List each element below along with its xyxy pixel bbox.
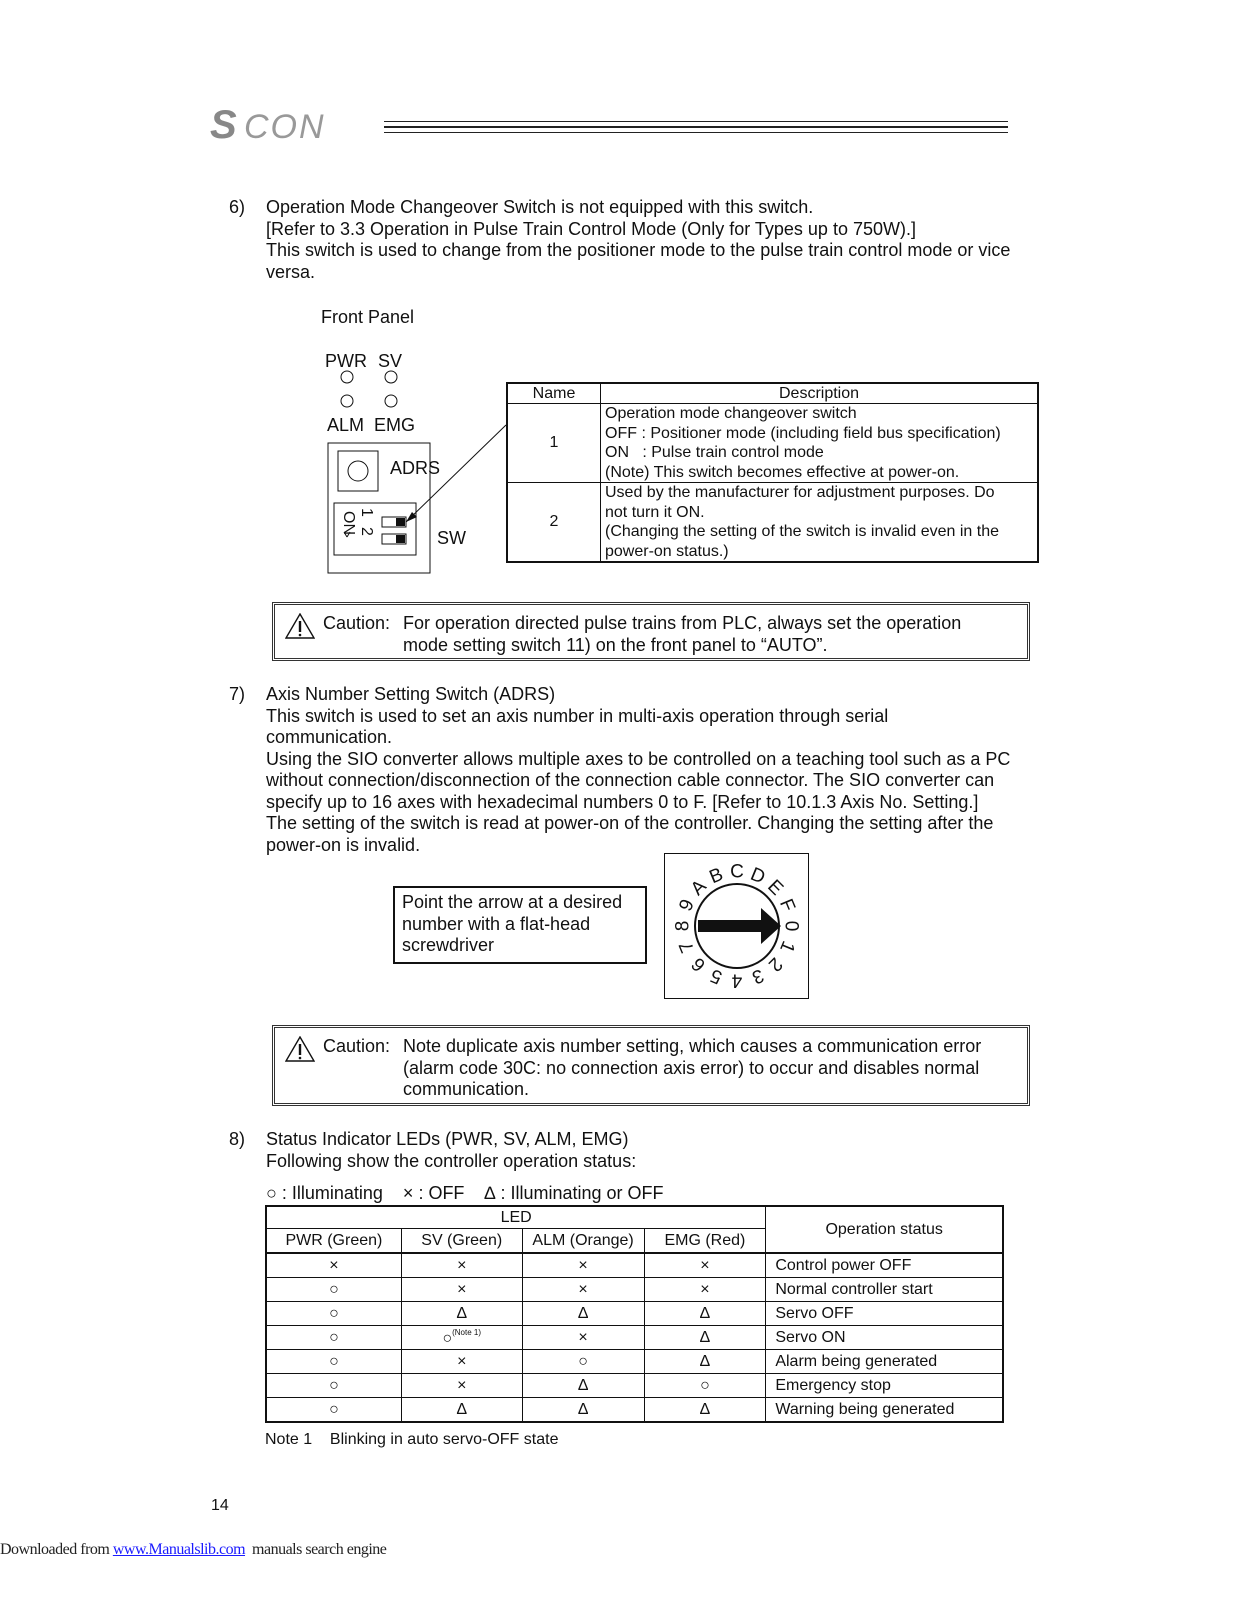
header-rule-bottom <box>384 132 1008 133</box>
cell-status: Servo ON <box>766 1326 1003 1350</box>
adrs-knob <box>348 461 368 481</box>
dial-digit: 4 <box>731 969 743 991</box>
dial-digit: B <box>706 863 727 889</box>
desc-line: power-on status.) <box>605 542 729 560</box>
col-header-alm: ALM (Orange) <box>522 1229 644 1254</box>
desc-line: Operation mode changeover switch <box>605 405 857 422</box>
caution-label: Caution: <box>323 1036 391 1056</box>
cell-alm: × <box>522 1326 644 1350</box>
instruction-callout <box>393 886 647 964</box>
table-row <box>266 1278 1003 1302</box>
callout-line: number with a flat-head <box>402 913 591 934</box>
text-line: Using the SIO converter allows multiple axes to be controlled on a teaching tool such as a PC <box>266 748 1011 769</box>
header-rule-top <box>384 121 1008 122</box>
cell-alm: ○ <box>522 1350 644 1374</box>
row-name: 2 <box>507 483 601 563</box>
table-row <box>266 1302 1003 1326</box>
cell-pwr: ○ <box>266 1398 401 1423</box>
header-description: Description <box>601 383 1039 404</box>
cell-sv-symbol: ○ <box>442 1329 453 1347</box>
cell-sv: × <box>401 1374 522 1398</box>
cell-alm: × <box>522 1278 644 1302</box>
table-header-row <box>266 1206 1003 1229</box>
cell-status: Control power OFF <box>766 1253 1003 1278</box>
cell-status: Emergency stop <box>766 1374 1003 1398</box>
sw-pos-1: 1 <box>358 508 375 517</box>
dial-digit: D <box>747 863 769 889</box>
desc-line: Used by the manufacturer for adjustment purposes. Do <box>605 484 995 501</box>
col-header-emg: EMG (Red) <box>644 1229 766 1254</box>
caution-label: Caution: <box>323 613 391 633</box>
warning-icon <box>285 1036 315 1062</box>
cell-sv <box>401 1326 522 1350</box>
header-rule-mid <box>384 126 1008 128</box>
footer-suffix: manuals search engine <box>245 1541 387 1558</box>
front-panel-title: Front Panel <box>321 307 415 327</box>
table-row <box>266 1350 1003 1374</box>
dial-digit: 1 <box>775 937 799 956</box>
page-number: 14 <box>211 1497 229 1514</box>
cell-pwr: ○ <box>266 1302 401 1326</box>
table-row <box>266 1374 1003 1398</box>
cell-alm: ∆ <box>522 1302 644 1326</box>
cell-status: Normal controller start <box>766 1278 1003 1302</box>
callout-line: screwdriver <box>402 935 495 955</box>
switch-description-table <box>506 382 1039 563</box>
text-line: Operation Mode Changeover Switch is not equipped with this switch. <box>266 197 814 217</box>
text-line: Axis Number Setting Switch (ADRS) <box>266 684 556 704</box>
emg-led <box>385 395 397 407</box>
dial-digit: A <box>686 875 711 900</box>
caution-line: For operation directed pulse trains from PLC, always set the operation <box>403 613 962 633</box>
callout-line: Point the arrow at a desired <box>402 892 623 912</box>
dial-digit: 9 <box>675 896 699 915</box>
table-row <box>266 1326 1003 1350</box>
alm-label: ALM <box>327 415 365 435</box>
cell-sv: ∆ <box>401 1302 522 1326</box>
pwr-label: PWR <box>325 351 367 371</box>
cell-emg: ○ <box>644 1374 766 1398</box>
cell-sv: × <box>401 1253 522 1278</box>
text-line: This switch is used to set an axis number in multi-axis operation through serial <box>266 705 889 726</box>
cell-alm: ∆ <box>522 1374 644 1398</box>
callout-text <box>395 888 645 957</box>
cell-pwr: ○ <box>266 1326 401 1350</box>
dial-digit: E <box>763 875 788 900</box>
cell-status: Servo OFF <box>766 1302 1003 1326</box>
table-row <box>507 404 1038 483</box>
text-line: [Refer to 3.3 Operation in Pulse Train Control Mode (Only for Types up to 750W).] <box>266 218 916 239</box>
table-header-row <box>507 383 1038 404</box>
dial-digit: 3 <box>748 964 767 988</box>
caution-box <box>272 602 1030 661</box>
row-description <box>601 483 1039 563</box>
sw-on-label: ON <box>340 511 357 535</box>
section6-text <box>266 197 1056 283</box>
alm-led <box>341 395 353 407</box>
dial-digit: 6 <box>687 953 710 976</box>
operation-status-header: Operation status <box>766 1206 1003 1253</box>
led-status-table <box>265 1205 1004 1423</box>
footer-link[interactable]: www.Manualslib.com <box>112 1541 246 1558</box>
desc-line: OFF : Positioner mode (including field bus specification) <box>605 424 1001 442</box>
cell-sv: × <box>401 1278 522 1302</box>
dial-digit: C <box>730 861 744 883</box>
adrs-label: ADRS <box>390 458 441 478</box>
pwr-led <box>341 371 353 383</box>
axis-rotary-switch <box>664 853 809 999</box>
cell-emg: × <box>644 1278 766 1302</box>
led-legend: ○ : Illuminating × : OFF ∆ : Illuminating or OFF <box>266 1183 664 1203</box>
dial-digit: F <box>774 895 799 915</box>
dial-digit: 0 <box>780 920 802 932</box>
caution-line: communication. <box>403 1079 530 1099</box>
sw-label: SW <box>437 528 466 548</box>
caution-line: (alarm code 30C: no connection axis error) to occur and disables normal <box>403 1057 980 1078</box>
cell-pwr: × <box>266 1253 401 1278</box>
cell-note-ref: (Note 1) <box>452 1327 482 1337</box>
footer-prefix: Downloaded from <box>0 1541 113 1558</box>
table-row <box>507 483 1038 563</box>
text-line: versa. <box>266 261 316 282</box>
dial-arrow-icon <box>698 908 781 944</box>
cell-alm: ∆ <box>522 1398 644 1423</box>
section7-text <box>266 684 1056 856</box>
cell-emg: ∆ <box>644 1302 766 1326</box>
text-line: The setting of the switch is read at power-on of the controller. Changing the setting after the <box>266 813 994 833</box>
col-header-pwr: PWR (Green) <box>266 1229 401 1254</box>
dial-digit: 2 <box>764 953 787 976</box>
cell-sv: ∆ <box>401 1398 522 1423</box>
text-line: This switch is used to change from the positioner mode to the pulse train control mode or vice <box>266 240 1011 260</box>
desc-line: (Note) This switch becomes effective at power-on. <box>605 463 960 481</box>
desc-line: ON : Pulse train control mode <box>605 444 824 461</box>
front-panel-diagram <box>320 345 520 580</box>
col-header-sv: SV (Green) <box>401 1229 522 1254</box>
text-line: Status Indicator LEDs (PWR, SV, ALM, EMG) <box>266 1129 629 1149</box>
table-row <box>266 1253 1003 1278</box>
table-note: Note 1 Blinking in auto servo-OFF state <box>265 1431 559 1448</box>
cell-pwr: ○ <box>266 1278 401 1302</box>
caution-text <box>403 1036 981 1101</box>
caution-box <box>272 1025 1030 1106</box>
led-group-header: LED <box>266 1206 766 1229</box>
desc-line: (Changing the setting of the switch is invalid even in the <box>605 523 1000 540</box>
cell-status: Warning being generated <box>766 1398 1003 1423</box>
footer <box>0 1541 386 1559</box>
caution-line: mode setting switch 11) on the front panel to “AUTO”. <box>403 634 828 655</box>
caution-text <box>403 613 961 656</box>
emg-label: EMG <box>374 415 416 435</box>
logo-con: CON <box>244 108 326 146</box>
warning-icon <box>285 613 315 639</box>
cell-status: Alarm being generated <box>766 1350 1003 1374</box>
cell-emg: ∆ <box>644 1398 766 1423</box>
cell-emg: ∆ <box>644 1350 766 1374</box>
text-line: power-on is invalid. <box>266 834 421 855</box>
cell-sv: × <box>401 1350 522 1374</box>
header-name: Name <box>507 383 601 404</box>
sw-pos-2: 2 <box>358 527 375 536</box>
cell-pwr: ○ <box>266 1350 401 1374</box>
dial-digit: 7 <box>675 937 699 956</box>
cell-pwr: ○ <box>266 1374 401 1398</box>
text-line: without connection/disconnection of the connection cable connector. The SIO converter can <box>266 770 995 790</box>
text-line: Following show the controller operation status: <box>266 1150 637 1171</box>
dial-digit: 5 <box>707 964 726 988</box>
text-line: specify up to 16 axes with hexadecimal numbers 0 to F. [Refer to 10.1.3 Axis No. Setting.] <box>266 791 979 812</box>
sv-label: SV <box>378 351 403 371</box>
scon-logo <box>210 100 370 150</box>
dial-digit: 8 <box>672 920 694 932</box>
section-number: 8) <box>229 1129 246 1149</box>
row-name: 1 <box>507 404 601 483</box>
logo-s: S <box>210 103 237 147</box>
cell-emg: ∆ <box>644 1326 766 1350</box>
text-line: communication. <box>266 727 393 747</box>
table-row <box>266 1398 1003 1423</box>
section-number: 7) <box>229 684 246 704</box>
cell-alm: × <box>522 1253 644 1278</box>
section-number: 6) <box>229 197 246 217</box>
cell-emg: × <box>644 1253 766 1278</box>
section8-text <box>266 1129 1056 1172</box>
sv-led <box>385 371 397 383</box>
desc-line: not turn it ON. <box>605 503 705 521</box>
row-description <box>601 404 1039 483</box>
adrs-knob-box <box>338 451 378 491</box>
caution-line: Note duplicate axis number setting, which causes a communication error <box>403 1036 982 1056</box>
